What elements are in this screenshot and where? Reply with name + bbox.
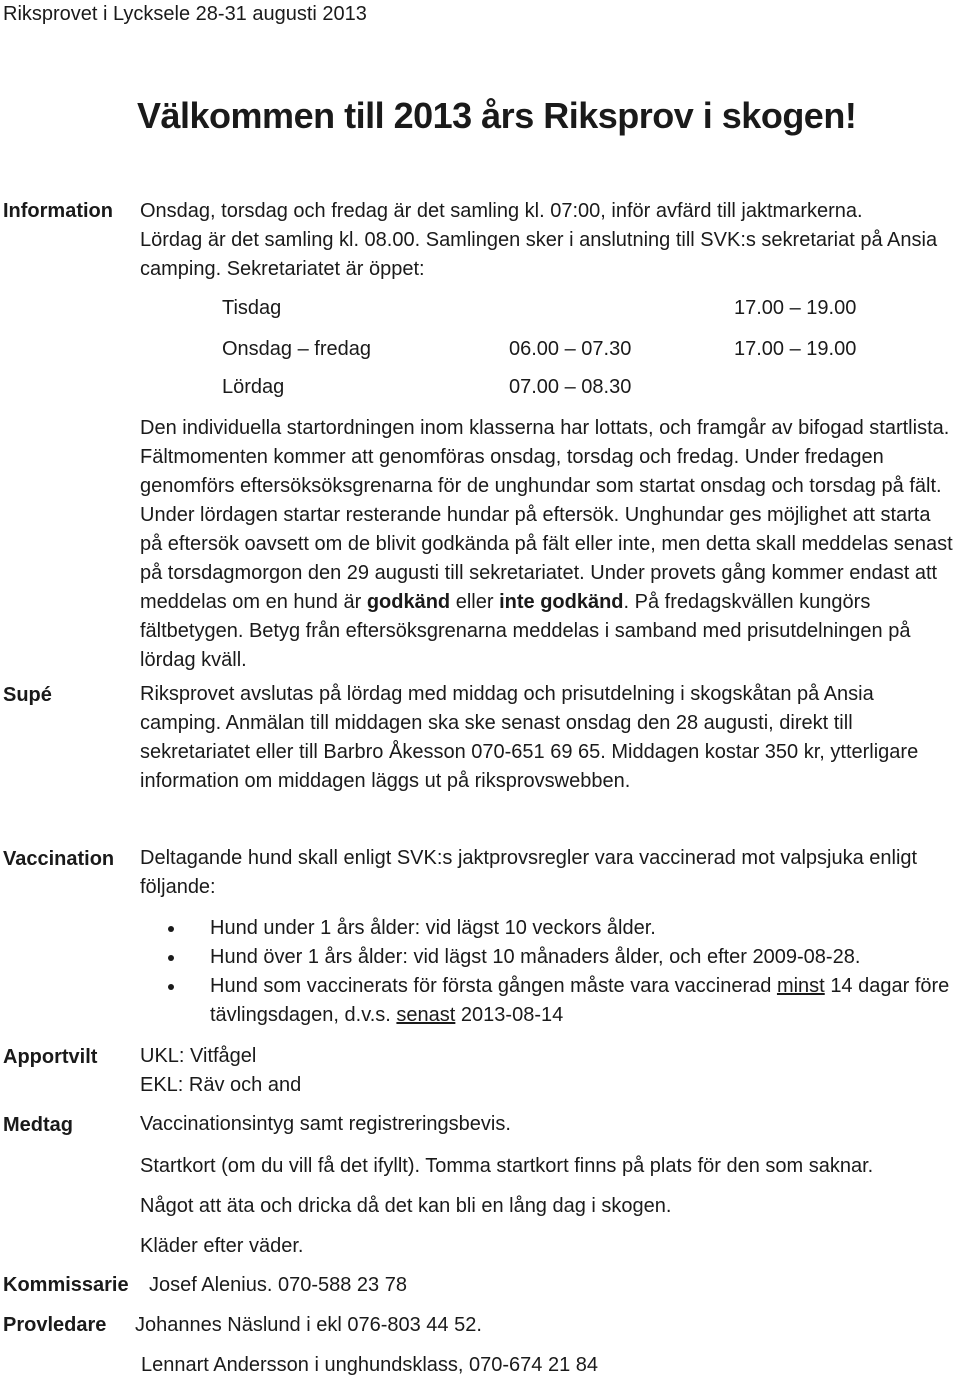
list-item-text: Hund under 1 års ålder: vid lägst 10 veckors ålder. <box>210 917 656 939</box>
list-item <box>168 943 958 972</box>
information-paragraph-text: Den individuella startordningen inom klasserna har lottats, och framgår av bifogad startlista. Fältmomenten kommer att genomföras onsdag, torsdag och fredag. Under fredagen genomförs eftersöksöksgrenarna för de unghundar som startat onsdag och torsdag på fält. Under lördagen startar resterande hundar på eftersök. Unghundar ges möjlighet att starta på eftersök oavsett om de blivit godkända på fält eller inte, men detta skall meddelas senast på torsdagmorgon den 29 augusti till sekretariatet. Under provets gång kommer endast att meddelas om en hund är <box>140 417 953 613</box>
section-label-medtag: Medtag <box>3 1114 73 1136</box>
kommissarie-value: Josef Alenius. 070-588 23 78 <box>149 1274 407 1296</box>
vaccination-intro: Deltagande hund skall enligt SVK:s jaktprovsregler vara vaccinerad mot valpsjuka enligt följande: <box>140 847 918 898</box>
section-label-apportvilt: Apportvilt <box>3 1046 98 1068</box>
list-item-text: Hund som vaccinerats för första gången måste vara vaccinerad <box>210 975 772 997</box>
schedule-day-3: Lördag <box>222 376 285 398</box>
vaccination-list <box>168 914 958 1030</box>
section-label-vaccination: Vaccination <box>3 848 115 870</box>
list-item-text: Hund över 1 års ålder: vid lägst 10 månaders ålder, och efter 2009-08-28. <box>210 946 861 968</box>
apportvilt-text <box>140 1042 301 1100</box>
section-label-kommissarie: Kommissarie <box>3 1274 129 1296</box>
list-item <box>168 914 958 943</box>
underlined-senast: senast <box>396 1004 456 1026</box>
section-label-supe: Supé <box>3 684 52 706</box>
supe-text: Riksprovet avslutas på lördag med middag och prisutdelning i skogskåtan på Ansia camping. Anmälan till middagen ska ske senast onsdag den 28 augusti, direkt till sekretariatet eller till Barbro Åkesson 070-651 69 65. Middagen kostar 350 kr, ytterligare information om middagen läggs ut på riksprovswebben. <box>140 683 919 792</box>
medtag-item-4: Kläder efter väder. <box>140 1235 304 1257</box>
schedule-evening-2: 17.00 – 19.00 <box>734 338 857 360</box>
provledare-value-2: Lennart Andersson i unghundsklass, 070-674 21 84 <box>141 1354 599 1376</box>
connector-eller: eller <box>455 591 494 613</box>
apportvilt-ekl: EKL: Räv och and <box>140 1074 302 1096</box>
schedule-day-2: Onsdag – fredag <box>222 338 371 360</box>
information-text <box>140 197 958 284</box>
status-inte-godkand: inte godkänd <box>499 591 624 613</box>
medtag-item-2: Startkort (om du vill få det ifyllt). Tomma startkort finns på plats för den som saknar. <box>140 1155 874 1177</box>
schedule-morning-2: 06.00 – 07.30 <box>509 338 632 360</box>
schedule-evening-1: 17.00 – 19.00 <box>734 297 857 319</box>
apportvilt-ukl: UKL: Vitfågel <box>140 1045 257 1067</box>
schedule-day-1: Tisdag <box>222 297 282 319</box>
running-header: Riksprovet i Lycksele 28-31 augusti 2013 <box>3 3 367 25</box>
page-title: Välkommen till 2013 års Riksprov i skogen! <box>137 95 857 136</box>
section-label-information: Information <box>3 200 113 222</box>
list-item <box>168 972 958 1030</box>
information-line-1: Onsdag, torsdag och fredag är det samling kl. 07:00, inför avfärd till jaktmarkerna. <box>140 200 863 222</box>
section-label-provledare: Provledare <box>3 1314 107 1336</box>
list-item-text: 2013-08-14 <box>460 1004 564 1026</box>
schedule-morning-3: 07.00 – 08.30 <box>509 376 632 398</box>
underlined-minst: minst <box>776 975 825 997</box>
provledare-value-1: Johannes Näslund i ekl 076-803 44 52. <box>135 1314 482 1336</box>
information-paragraph <box>140 414 958 675</box>
information-line-2: Lördag är det samling kl. 08.00. Samlingen sker i anslutning till SVK:s sekretariat på Ansia camping. Sekretariatet är öppet: <box>140 229 938 280</box>
medtag-item-3: Något att äta och dricka då det kan bli en lång dag i skogen. <box>140 1195 672 1217</box>
list-item-text: 14 dagar före tävlingsdagen, d.v.s. <box>210 975 950 1026</box>
medtag-item-1: Vaccinationsintyg samt registreringsbevis. <box>140 1113 511 1135</box>
information-paragraph-end: . På fredagskvällen kungörs fältbetygen. Betyg från eftersöksgrenarna meddelas i samband med prisutdelningen på lördag kväll. <box>140 591 911 671</box>
status-godkand: godkänd <box>366 591 451 613</box>
